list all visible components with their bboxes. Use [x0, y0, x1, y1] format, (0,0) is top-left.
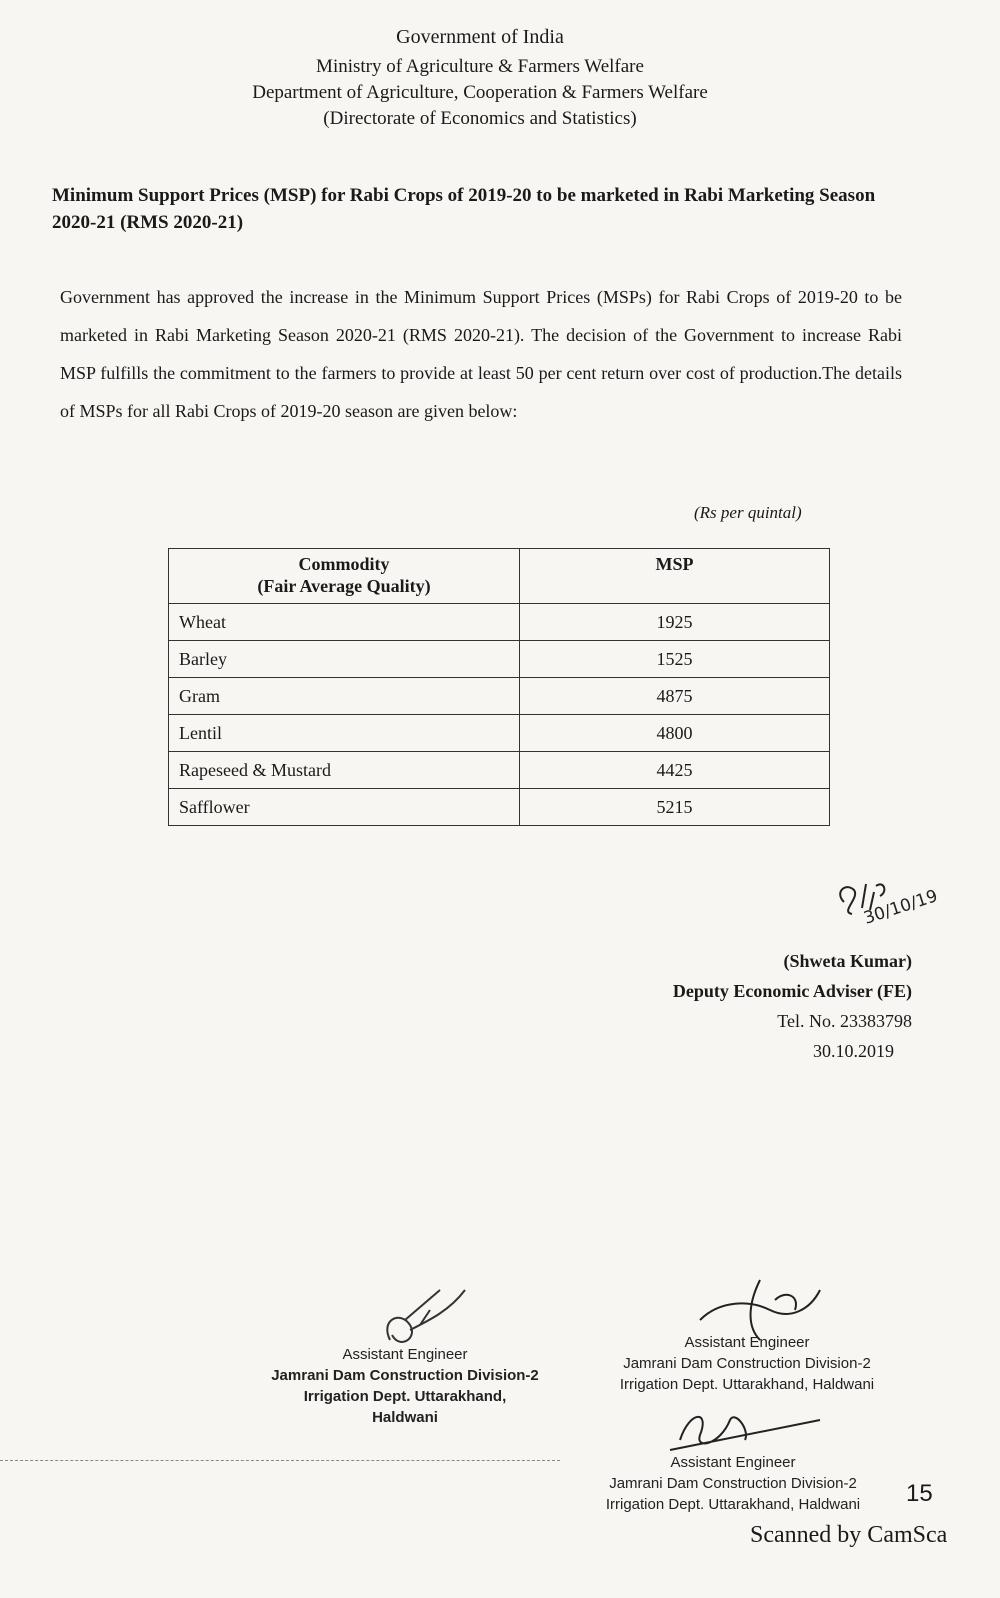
header-department: Department of Agriculture, Cooperation & Farmers Welfare: [252, 82, 708, 103]
commodity-header-sublabel: (Fair Average Quality): [257, 576, 431, 596]
commodity-cell: Barley: [169, 641, 520, 678]
commodity-cell: Wheat: [169, 604, 520, 641]
commodity-header-label: Commodity: [298, 554, 390, 574]
stamp-division: Jamrani Dam Construction Division-2: [609, 1475, 857, 1492]
msp-cell: 1925: [520, 604, 830, 641]
table-header-row: [169, 549, 830, 604]
stamp-assistant-engineer-1: [270, 1344, 540, 1428]
msp-cell: 5215: [520, 789, 830, 826]
stamp-role: Assistant Engineer: [670, 1454, 796, 1471]
msp-cell: 4425: [520, 752, 830, 789]
handwritten-initials-signature: [826, 862, 966, 932]
stamp-assistant-engineer-2: [612, 1332, 882, 1395]
stamp3-signature: [660, 1400, 830, 1460]
scan-artifact-line: [0, 1460, 560, 1461]
signatory-designation: Deputy Economic Adviser (FE): [672, 981, 912, 1001]
table-row: [169, 789, 830, 826]
signatory-name: (Shweta Kumar): [783, 951, 912, 971]
msp-cell: 1525: [520, 641, 830, 678]
table-row: [169, 641, 830, 678]
unit-note: (Rs per quintal): [694, 503, 802, 522]
stamp-role: Assistant Engineer: [684, 1334, 810, 1351]
msp-table: [168, 548, 830, 826]
commodity-column-header: [169, 549, 520, 604]
document-title: Minimum Support Prices (MSP) for Rabi Crops of 2019-20 to be marketed in Rabi Marketing Season 2020-21 (RMS 2020-21): [52, 185, 876, 233]
commodity-cell: Safflower: [169, 789, 520, 826]
stamp-department: Irrigation Dept. Uttarakhand, Haldwani: [303, 1388, 507, 1426]
commodity-cell: Gram: [169, 678, 520, 715]
table-row: [169, 678, 830, 715]
table-row: [169, 604, 830, 641]
header-government: Government of India: [396, 26, 564, 48]
stamp-division: Jamrani Dam Construction Division-2: [623, 1355, 871, 1372]
header-directorate: (Directorate of Economics and Statistics): [323, 108, 637, 129]
commodity-cell: Lentil: [169, 715, 520, 752]
handwritten-date: 30/10/19: [861, 886, 941, 929]
stamp-division: Jamrani Dam Construction Division-2: [271, 1367, 539, 1384]
table-row: [169, 752, 830, 789]
scanner-watermark: Scanned by CamSca: [750, 1522, 948, 1548]
stamp-assistant-engineer-3: [598, 1452, 868, 1515]
header-ministry: Ministry of Agriculture & Farmers Welfare: [316, 56, 644, 77]
stamp-department: Irrigation Dept. Uttarakhand, Haldwani: [619, 1376, 875, 1393]
page-number: 15: [906, 1480, 933, 1507]
signatory-telephone: Tel. No. 23383798: [777, 1011, 912, 1031]
signature-block: [673, 946, 912, 1066]
commodity-cell: Rapeseed & Mustard: [169, 752, 520, 789]
stamp-role: Assistant Engineer: [342, 1346, 468, 1363]
stamp-department: Irrigation Dept. Uttarakhand, Haldwani: [605, 1496, 861, 1513]
signature-date: 30.10.2019: [813, 1041, 894, 1061]
msp-cell: 4800: [520, 715, 830, 752]
table-row: [169, 715, 830, 752]
msp-cell: 4875: [520, 678, 830, 715]
msp-column-header: MSP: [520, 549, 830, 604]
body-paragraph: Government has approved the increase in the Minimum Support Prices (MSPs) for Rabi Crops of 2019-20 to be marketed in Rabi Marketing Season 2020-21 (RMS 2020-21). The decision of the Government to increase Rabi MSP fulfills the commitment to the farmers to provide at least 50 per cent return over cost of production.The details of MSPs for all Rabi Crops of 2019-20 season are given below:: [60, 287, 902, 421]
